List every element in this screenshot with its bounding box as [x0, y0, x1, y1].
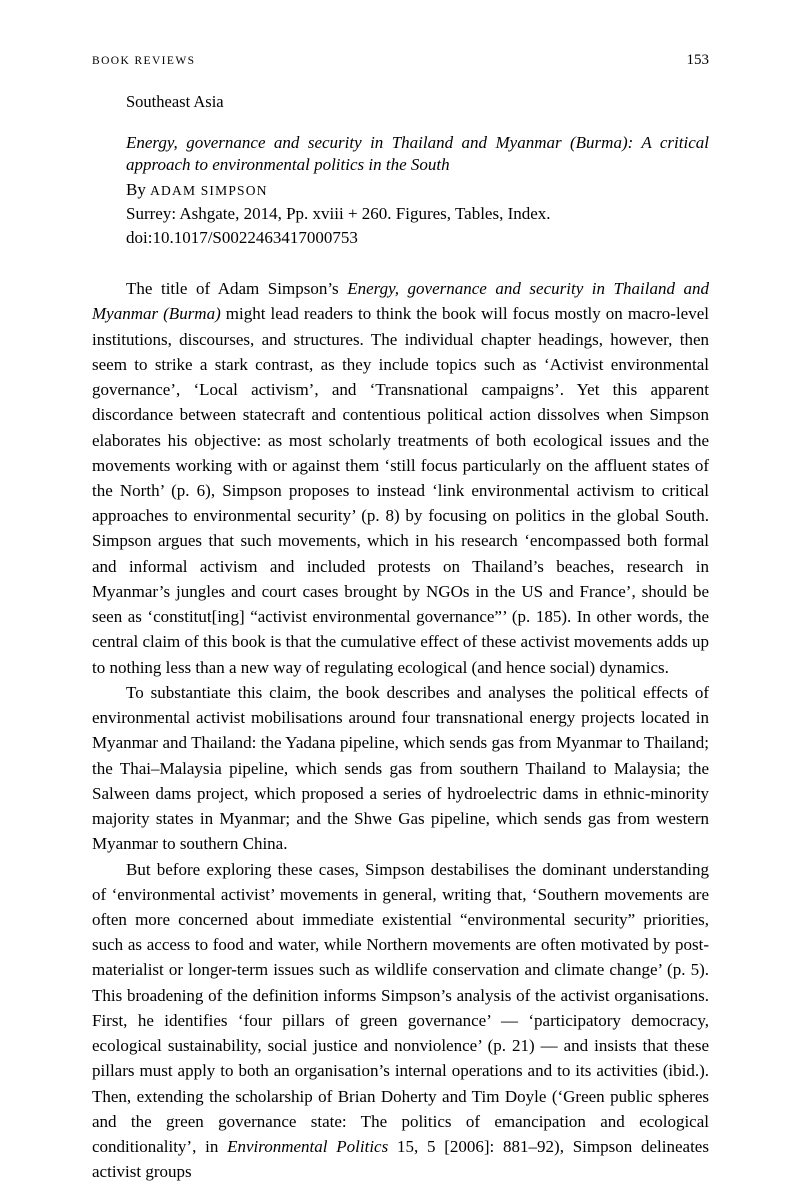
review-content — [92, 92, 709, 1185]
text-run: But before exploring these cases, Simpson destabilises the dominant understanding of ‘environmental activist’ movements in general, writing that, ‘Southern movements are often more concerned about immediate existential “environmental security” priorities, such as access to food and water, while Northern movements are often motivated by post-materialist or longer-term issues such as wildlife conservation and climate change’ (p. 5). This broadening of the definition informs Simpson’s analysis of the activist organisations. First, he identifies ‘four pillars of green governance’ — ‘participatory democracy, ecological sustainability, social justice and nonviolence’ (p. 21) — and insists that these pillars must apply to both an organisation’s internal operations and to its activities (ibid.). Then, extending the scholarship of Brian Doherty and Tim Doyle (‘Green public spheres and the green governance state: The politics of emancipation and ecological conditionality’, in — [92, 859, 709, 1157]
page-number: 153 — [686, 52, 709, 68]
review-body — [92, 276, 709, 1184]
running-head-title: BOOK REVIEWS — [92, 55, 196, 67]
text-run: might lead readers to think the book will focus mostly on macro-level institutions, discourses, and structures. The individual chapter headings, however, then seem to strike a stark contrast, as they include topics such as ‘Activist environmental governance’, ‘Local activism’, and ‘Transnational campaigns’. Yet this apparent discordance between statecraft and contentious political action dissolves when Simpson elaborates his objective: as most scholarly treatments of both ecological issues and the movements working with or against them ‘still focus particularly on the affluent states of the North’ (p. 6), Simpson proposes to instead ‘link environmental activism to critical approaches to environmental security’ (p. 8) by focusing on politics in the global South. Simpson argues that such movements, which in his research ‘encompassed both formal and informal activism and included protests on Thailand’s beaches, research in Myanmar’s jungles and court cases brought by NGOs in the US and France’, should be seen as ‘constitut[ing] “activist environmental governance”’ (p. 185). In other words, the central claim of this book is that the cumulative effect of these activist movements adds up to nothing less than a new way of regulating ecological (and hence social) dynamics. — [92, 304, 709, 677]
text-run: The title of Adam Simpson’s — [126, 279, 348, 299]
publication-info: Surrey: Ashgate, 2014, Pp. xviii + 260. Figures, Tables, Index. — [126, 203, 551, 223]
section-heading: Southeast Asia — [126, 92, 224, 111]
text-run: To substantiate this claim, the book describes and analyses the political effects of environmental activist mobilisations around four transnational energy projects located in Myanmar and Thailand: the Yadana pipeline, which sends gas from Myanmar to Thailand; the Thai–Malaysia pipeline, which sends gas from southern Thailand to Malaysia; the Salween dams project, which proposed a series of hydroelectric dams in ethnic-minority majority states in Myanmar; and the Shwe Gas pipeline, which sends gas from western Myanmar to southern China. — [92, 682, 709, 854]
body-paragraph — [92, 857, 709, 1185]
doi-line: doi:10.1017/S0022463417000753 — [126, 228, 358, 247]
italic-run: Energy, governance and security in Thailand and Myanmar (Burma) — [92, 279, 709, 324]
reviewed-book-title: Energy, governance and security in Thailand and Myanmar (Burma): A critical approach to environmental politics in the South — [126, 133, 709, 175]
running-head — [92, 52, 709, 69]
byline — [92, 180, 709, 200]
by-label: By — [126, 179, 146, 199]
body-paragraph — [92, 680, 709, 857]
italic-run: Environmental Politics — [227, 1137, 389, 1157]
text-run: 15, 5 [2006]: 881–92), Simpson delineates activist groups — [92, 1137, 709, 1182]
author-name: ADAM SIMPSON — [150, 182, 268, 198]
body-paragraph — [92, 276, 709, 680]
